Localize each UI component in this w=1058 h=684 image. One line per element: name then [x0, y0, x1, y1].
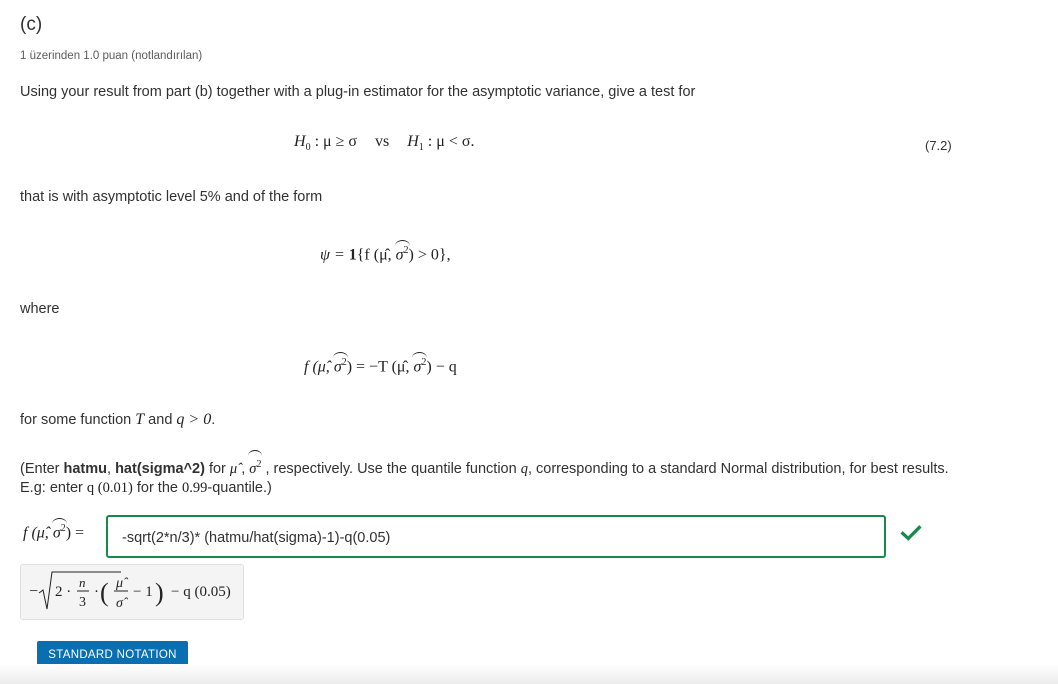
preview-formula — [21, 565, 245, 621]
check-icon — [900, 522, 922, 544]
preview-mu-hat: μ̂ — [116, 576, 124, 591]
answer-preview — [20, 564, 244, 620]
answer-input-container — [106, 515, 886, 558]
page-bottom-fade — [0, 664, 1058, 684]
answer-label: f (μ̂, $\sigma^2$) = — [23, 523, 85, 542]
preview-dot: · — [94, 584, 99, 600]
answer-input[interactable] — [120, 517, 864, 558]
question-intro: Using your result from part (b) together with a plug-in estimator for the asymptotic variance, give a test for — [20, 84, 696, 100]
preview-two: 2 · — [55, 584, 72, 600]
level-text: that is with asymptotic level 5% and of the form — [20, 189, 323, 205]
part-label: (c) — [20, 14, 43, 35]
input-instructions: (Enter hatmu, hat(sigma^2) for μ̂ , $\sigma^2$ , respectively. Use the quantile function q, corresponding to a standard Normal distribution, for best results. E.g: enter q (0.01) for the 0.99-quantile.) — [20, 455, 960, 498]
psi-equation: ψ = 1{f (μ̂, $\sigma^2) > 0$}, — [320, 245, 451, 264]
equation-number: (7.2) — [925, 138, 952, 153]
points-info: 1 üzerinden 1.0 puan (notlandırılan) — [20, 50, 203, 62]
preview-sigma-hat: σ̂ — [116, 596, 123, 611]
preview-n: n — [79, 575, 86, 590]
where-text: where — [20, 301, 60, 317]
standard-notation-button[interactable]: STANDARD NOTATION — [37, 641, 188, 669]
preview-open-paren: ( — [100, 578, 109, 607]
preview-close-paren: ) — [155, 578, 164, 607]
preview-three: 3 — [79, 595, 86, 610]
preview-minus: − — [29, 583, 39, 600]
function-condition-text: for some function T and q > 0. — [20, 411, 216, 428]
hypothesis-equation: $H_0$ : μ ≥ σ vs $H_1$ : μ < σ. — [294, 133, 475, 154]
preview-minus-one: − 1 — [133, 584, 153, 600]
preview-tail: − q (0.05) — [171, 584, 231, 600]
f-definition-equation: f (μ̂, $\sigma^2) = -T$ (μ̂, $\sigma^2) - q$ — [304, 357, 457, 376]
